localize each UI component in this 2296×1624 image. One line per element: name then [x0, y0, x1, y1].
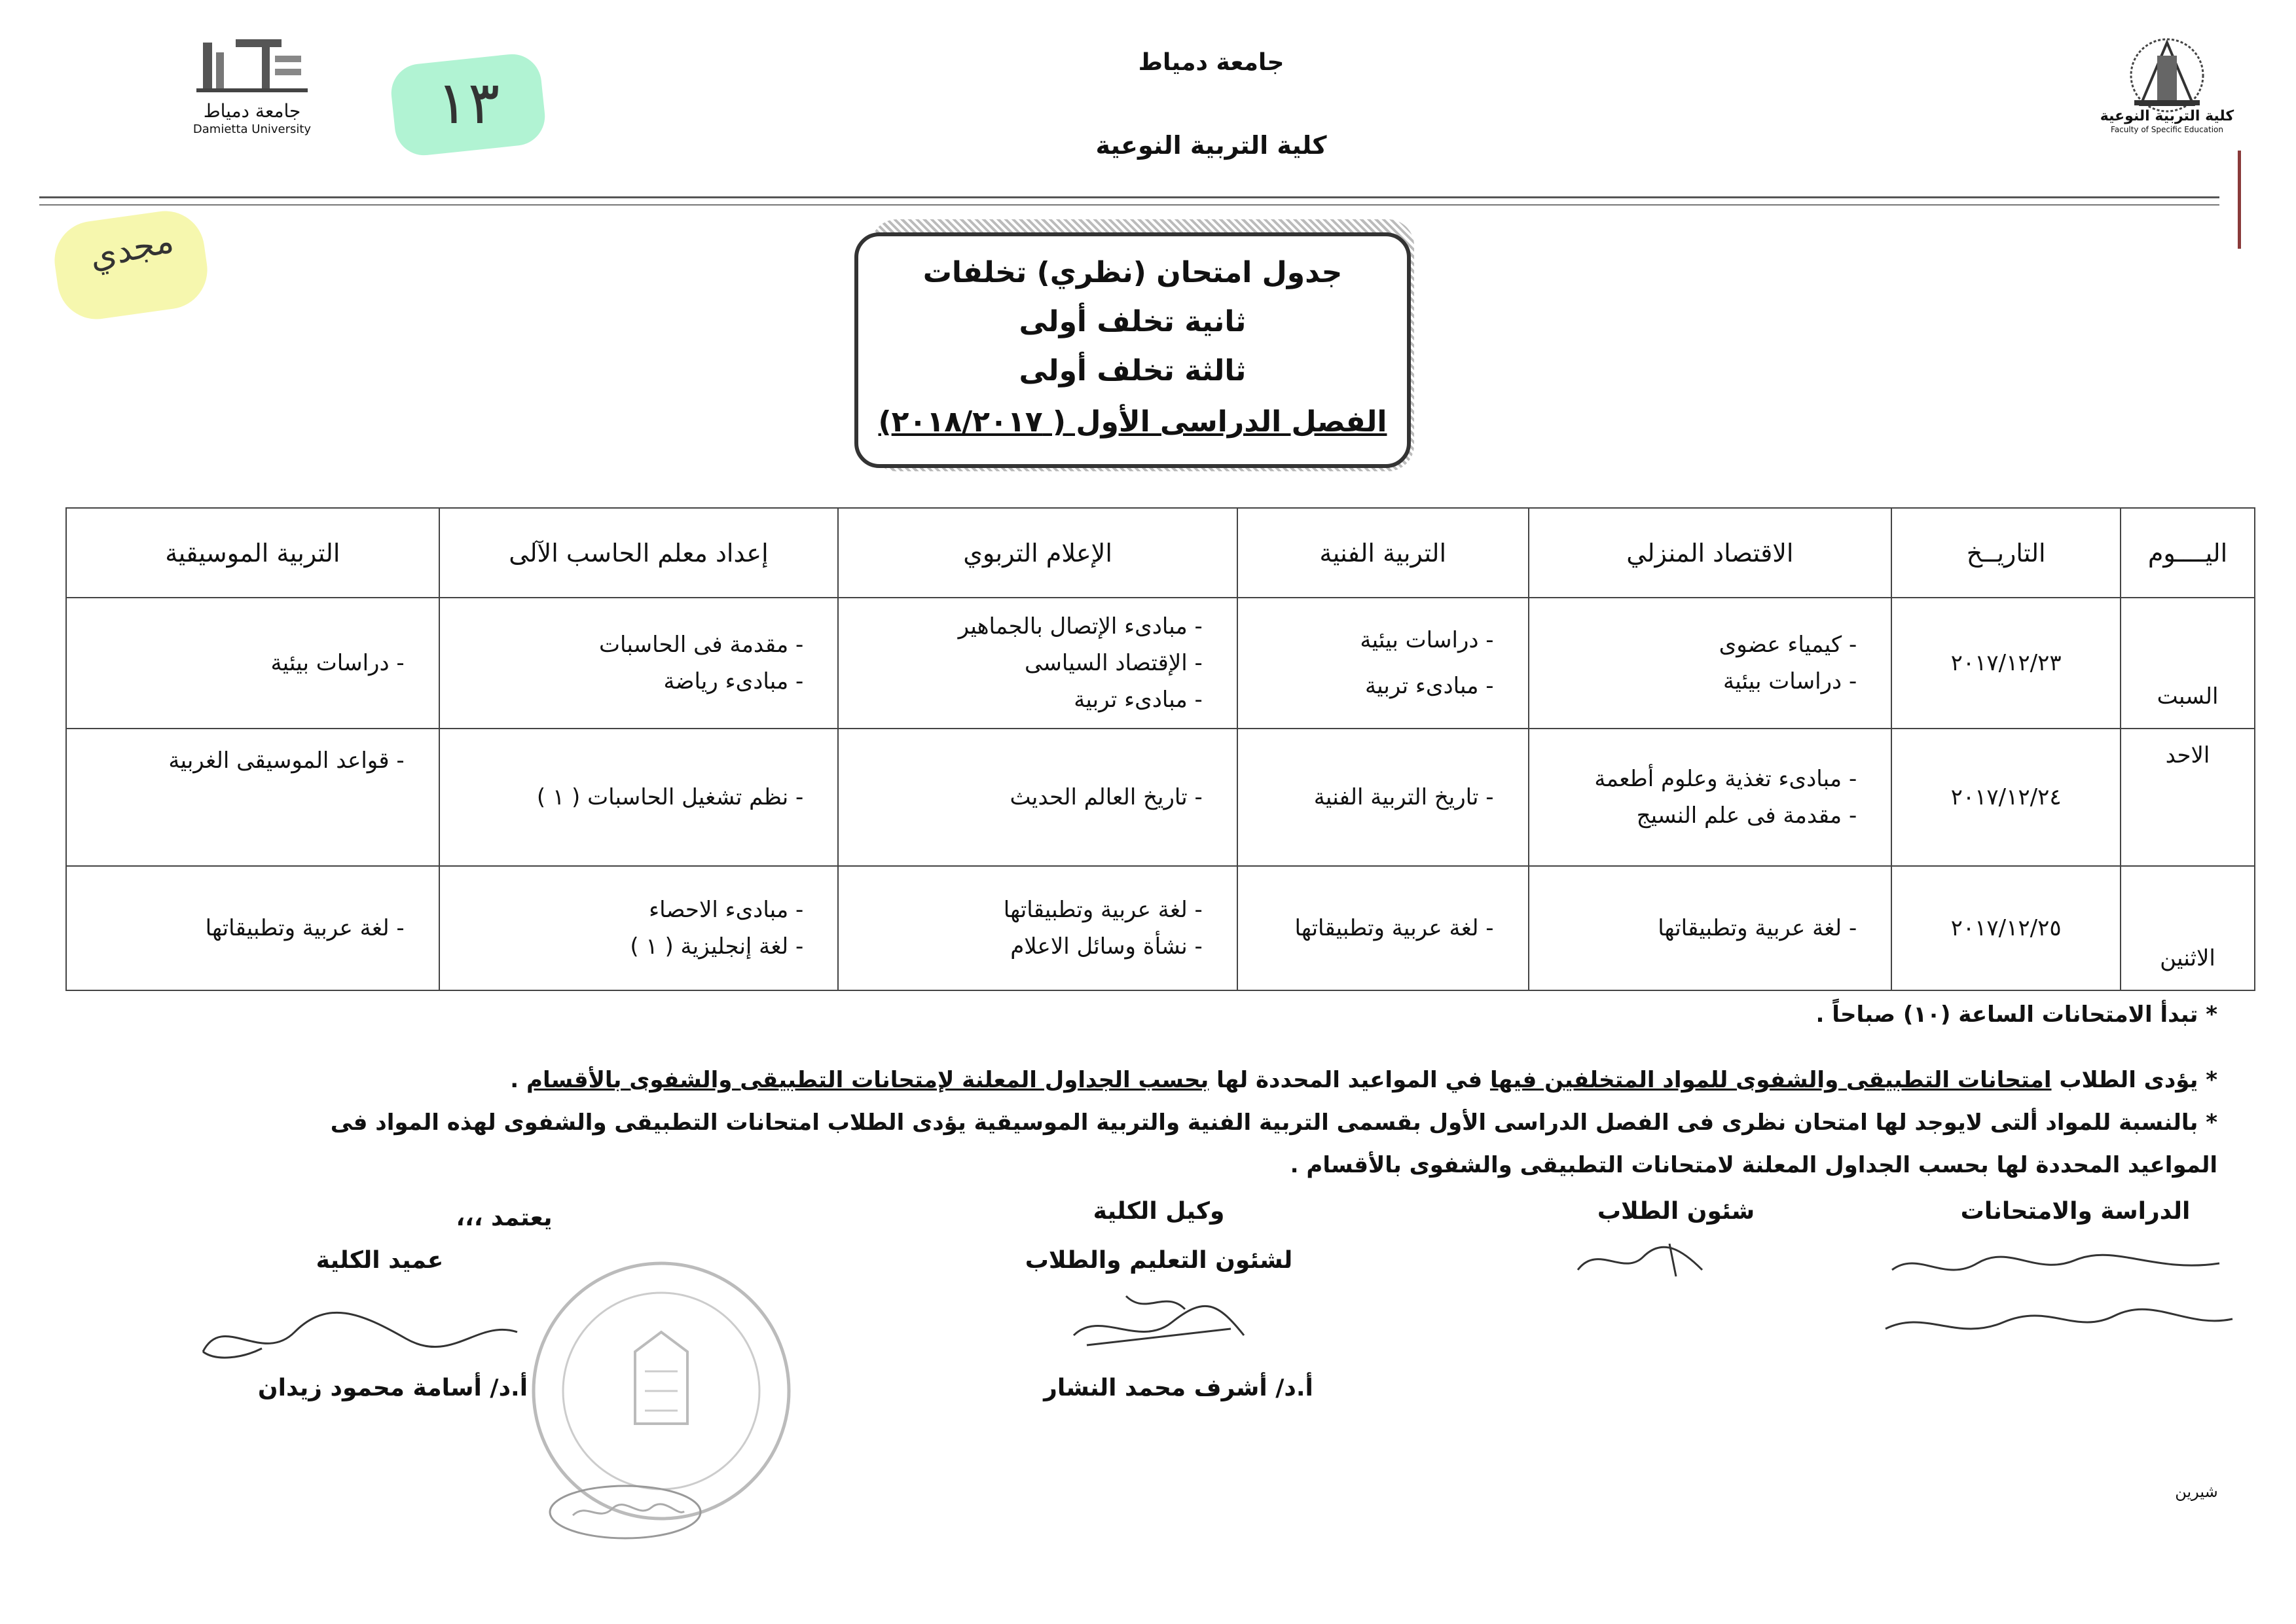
title-line-3: ثالثة تخلف أولى	[1019, 354, 1247, 388]
subject-item: - مبادىء الاحصاء	[448, 892, 804, 928]
subject-item: - مقدمة فى علم النسيج	[1537, 797, 1857, 834]
header-computer-teacher: إعداد معلم الحاسب الآلى	[439, 508, 839, 598]
title-line-1: جدول امتحان (نظري) تخلفات	[922, 256, 1343, 289]
date-cell: ٢٠١٧/١٢/٢٤	[1891, 729, 2121, 866]
subject-item: - لغة إنجليزية ( ١ )	[448, 928, 804, 965]
date-cell: ٢٠١٧/١٢/٢٣	[1891, 598, 2121, 729]
note-practical-part-c: في المواعيد المحددة لها	[1209, 1067, 1490, 1093]
title-box	[854, 232, 1411, 468]
subjects-cell	[66, 598, 439, 729]
subject-item: - نشأة وسائل الاعلام	[847, 928, 1203, 965]
title-line-4: الفصل الدراسى الأول ( ٢٠١٨/٢٠١٧)	[878, 405, 1387, 439]
handwritten-name: مجدي	[86, 221, 177, 278]
note-start-time: * تبدأ الامتحانات الساعة (١٠) صباحاً .	[1815, 1001, 2217, 1028]
faculty-logo	[2095, 29, 2239, 137]
university-name: جامعة دمياط	[1138, 49, 1285, 76]
subject-item: - الإقتصاد السياسى	[847, 645, 1203, 681]
dean-name: أ.د/ أسامة محمود زيدان	[257, 1375, 528, 1401]
subject-item: - تاريخ التربية الفنية	[1246, 779, 1494, 816]
studies-exams-label: الدراسة والامتحانات	[1960, 1198, 2191, 1225]
header-music-education: التربية الموسيقية	[66, 508, 439, 598]
vice-dean-name: أ.د/ أشرف محمد النشار	[1044, 1375, 1313, 1401]
handwritten-number: ١٣	[436, 69, 500, 137]
subject-item: - مبادىء تربية	[847, 681, 1203, 718]
note-practical-exams	[57, 1067, 2217, 1093]
subject-item: - دراسات بيئية	[1537, 663, 1857, 700]
vice-dean-subtitle: لشئون التعليم والطلاب	[1025, 1247, 1293, 1274]
university-logo	[177, 36, 327, 141]
subjects-cell	[1529, 729, 1892, 866]
subjects-cell	[838, 729, 1237, 866]
subject-item: - لغة عربية وتطبيقاتها	[1246, 910, 1494, 947]
day-cell: السبت	[2121, 598, 2255, 729]
table-row	[66, 729, 2255, 866]
subject-item: - قواعد الموسيقى الغربية	[75, 742, 405, 779]
approved-label: يعتمد ،،،	[456, 1204, 553, 1231]
subjects-cell	[1237, 866, 1529, 990]
subjects-cell	[66, 729, 439, 866]
faculty-name: كلية التربية النوعية	[1095, 131, 1327, 160]
university-logo-english: Damietta University	[192, 122, 312, 136]
faculty-logo-arabic: كلية التربية النوعية	[2100, 108, 2234, 124]
note-art-music-line1: * بالنسبة للمواد ألتى لايوجد لها امتحان نظرى فى الفصل الدراسى الأول بقسمى التربية الفنية والتربية الموسيقية يؤدى الطلاب امتحانات التطبيقى والشفوى لهذه المواد فى	[330, 1110, 2217, 1136]
vice-dean-signature	[1061, 1283, 1257, 1362]
header-art-education: التربية الفنية	[1237, 508, 1529, 598]
stamp-number	[547, 1483, 704, 1542]
subject-item: - تاريخ العالم الحديث	[847, 779, 1203, 816]
subject-item: - نظم تشغيل الحاسبات ( ١ )	[448, 779, 804, 816]
subject-item: - لغة عربية وتطبيقاتها	[75, 910, 405, 947]
subject-item: - لغة عربية وتطبيقاتها	[1537, 910, 1857, 947]
note-practical-part-e: .	[510, 1067, 527, 1093]
subjects-cell	[838, 598, 1237, 729]
subject-item: - لغة عربية وتطبيقاتها	[847, 892, 1203, 928]
header-rule-second	[39, 204, 2219, 206]
note-practical-part-b: امتحانات التطبيقى والشفوى للمواد المتخلفين فيها	[1489, 1067, 2052, 1093]
header-date: التاريــخ	[1891, 508, 2121, 598]
subjects-cell	[838, 866, 1237, 990]
table-row	[66, 866, 2255, 990]
subject-item: - مبادىء تغذية وعلوم أطعمة	[1537, 761, 1857, 797]
margin-mark	[2238, 151, 2241, 249]
subjects-cell	[66, 866, 439, 990]
student-affairs-signature	[1571, 1231, 1715, 1290]
subject-item: - كيمياء عضوى	[1537, 626, 1857, 663]
title-line-2: ثانية تخلف أولى	[1019, 305, 1247, 338]
subject-item: - دراسات بيئية	[1246, 617, 1494, 663]
note-art-music-line2: المواعيد المحددة لها بحسب الجداول المعلنة لامتحانات التطبيقى والشفوى بالأقسام .	[1290, 1152, 2217, 1178]
subject-item: - مبادىء رياضة	[448, 663, 804, 700]
subjects-cell	[1529, 866, 1892, 990]
subjects-cell	[439, 729, 839, 866]
header-educational-media: الإعلام التربوي	[838, 508, 1237, 598]
footer-name: شيرين	[2175, 1483, 2218, 1501]
header-day: اليــــوم	[2121, 508, 2255, 598]
table-row	[66, 598, 2255, 729]
table-header-row	[66, 508, 2255, 598]
dean-signature	[190, 1299, 530, 1371]
day-cell: الاثنين	[2121, 866, 2255, 990]
date-cell: ٢٠١٧/١٢/٢٥	[1891, 866, 2121, 990]
vice-dean-title: وكيل الكلية	[1093, 1198, 1225, 1225]
subject-item: - مبادىء الإتصال بالجماهير	[847, 608, 1203, 645]
subject-item: - مقدمة فى الحاسبات	[448, 626, 804, 663]
exam-schedule-table	[65, 507, 2255, 991]
student-affairs-label: شئون الطلاب	[1597, 1198, 1755, 1225]
header-rule	[39, 196, 2219, 198]
subjects-cell	[1237, 598, 1529, 729]
studies-signatures	[1879, 1244, 2246, 1355]
university-logo-arabic: جامعة دمياط	[203, 100, 301, 122]
subject-item: - دراسات بيئية	[75, 645, 405, 681]
subjects-cell	[1529, 598, 1892, 729]
header-home-economics: الاقتصاد المنزلي	[1529, 508, 1892, 598]
note-practical-part-d: بحسب الجداول المعلنة لإمتحانات التطبيقى والشفوى بالأقسام	[526, 1067, 1209, 1093]
subject-item: - مبادىء تربية	[1246, 663, 1494, 709]
faculty-logo-english: Faculty of Specific Education	[2111, 125, 2223, 134]
note-practical-part-a: * يؤدى الطلاب	[2051, 1067, 2217, 1093]
subjects-cell	[439, 866, 839, 990]
subjects-cell	[1237, 729, 1529, 866]
day-cell: الاحد	[2121, 729, 2255, 866]
subjects-cell	[439, 598, 839, 729]
dean-title: عميد الكلية	[316, 1247, 444, 1274]
